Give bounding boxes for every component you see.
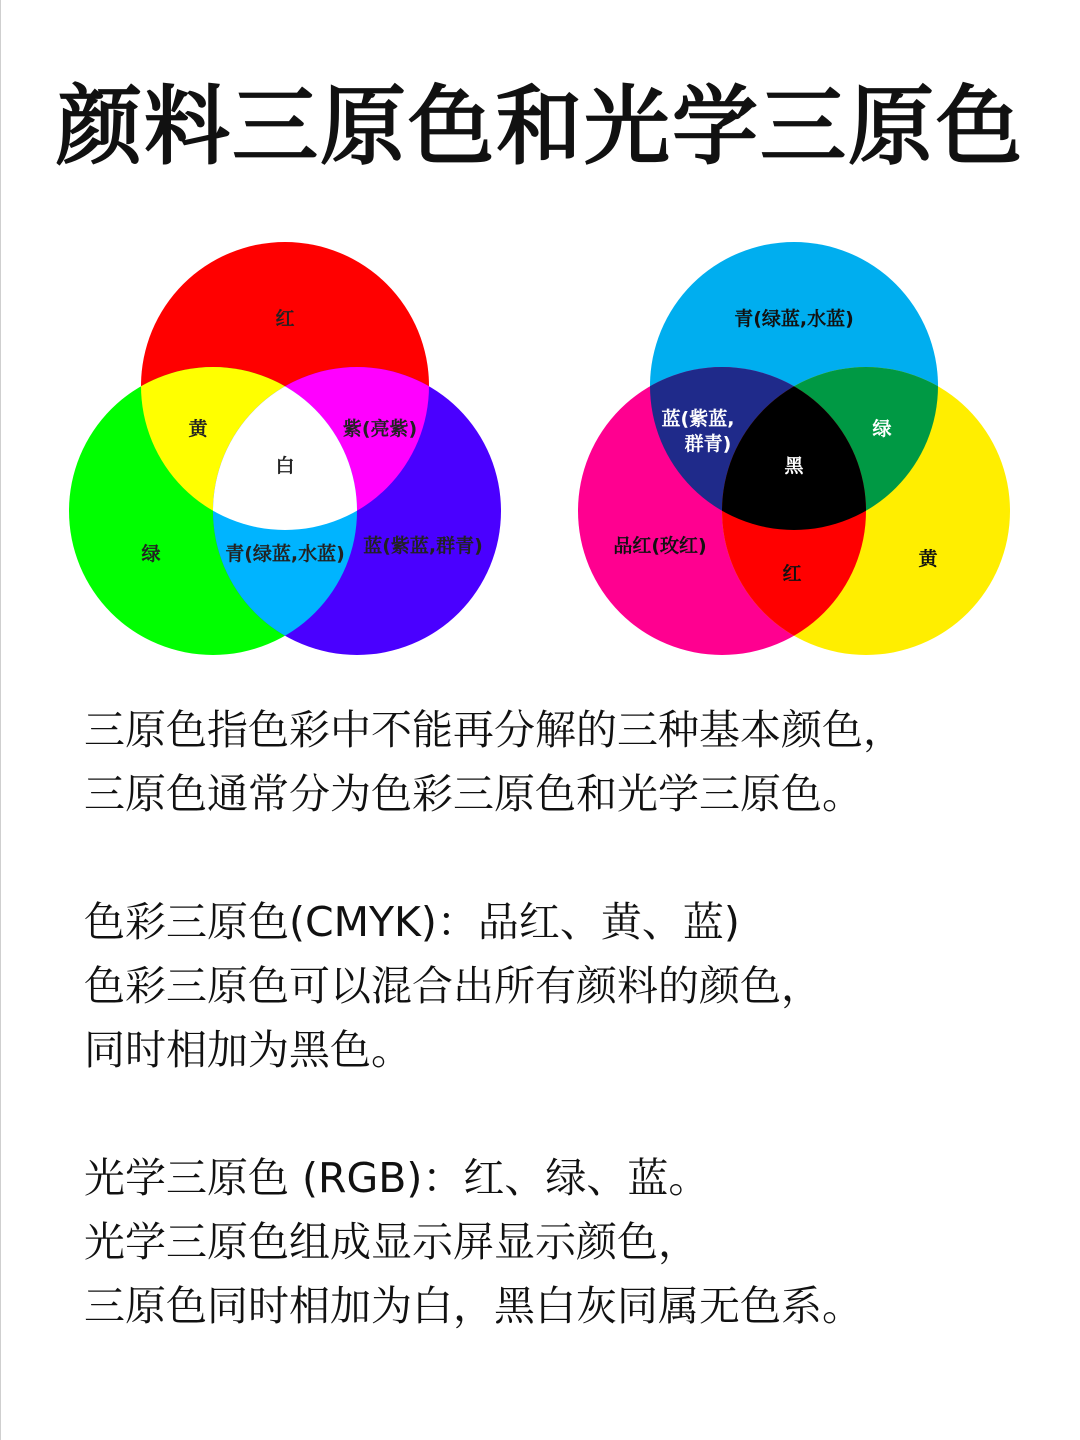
cmy-label-blue-line2: 群青) <box>684 433 732 455</box>
rgb-label-red: 红 <box>275 308 295 330</box>
rgb-diagram <box>69 242 501 655</box>
intro-line-2: 三原色通常分为色彩三原色和光学三原色。 <box>84 770 863 818</box>
rgb-label-blue: 蓝(紫蓝,群青) <box>363 535 483 557</box>
color-diagrams <box>0 0 1080 700</box>
rgb-label-cyan: 青(绿蓝,水蓝) <box>225 543 345 565</box>
explanation-text <box>84 698 1044 1338</box>
rgb-line-3: 三原色同时相加为白，黑白灰同属无色系。 <box>84 1282 863 1330</box>
cmyk-line-1: 色彩三原色(CMYK)：品红、黄、蓝) <box>84 898 740 946</box>
cmy-label-red: 红 <box>782 563 802 585</box>
cmy-diagram <box>578 242 1010 655</box>
page-title: 颜料三原色和光学三原色 <box>56 77 1024 177</box>
cmyk-line-2: 色彩三原色可以混合出所有颜料的颜色， <box>84 962 822 1010</box>
rgb-line-1: 光学三原色 (RGB)：红、绿、蓝。 <box>84 1154 710 1202</box>
paragraph-cmyk <box>84 890 1044 1082</box>
cmy-label-blue-line1: 蓝(紫蓝, <box>661 408 735 430</box>
rgb-label-white: 白 <box>275 455 295 477</box>
color-diagrams-svg <box>0 0 1080 700</box>
paragraph-intro <box>84 698 1044 826</box>
rgb-label-magenta: 紫(亮紫) <box>342 418 418 440</box>
rgb-label-green: 绿 <box>141 543 161 565</box>
rgb-line-2: 光学三原色组成显示屏显示颜色， <box>84 1218 699 1266</box>
paragraph-rgb <box>84 1146 1044 1338</box>
intro-line-1: 三原色指色彩中不能再分解的三种基本颜色， <box>84 706 904 754</box>
cmy-label-magenta: 品红(玫红) <box>613 535 707 557</box>
cmy-label-yellow: 黄 <box>918 548 938 570</box>
cmy-label-green: 绿 <box>872 418 892 440</box>
rgb-label-yellow: 黄 <box>188 418 208 440</box>
cmy-label-cyan: 青(绿蓝,水蓝) <box>734 308 854 330</box>
cmyk-line-3: 同时相加为黑色。 <box>84 1026 412 1074</box>
cmy-label-black: 黑 <box>784 455 804 477</box>
